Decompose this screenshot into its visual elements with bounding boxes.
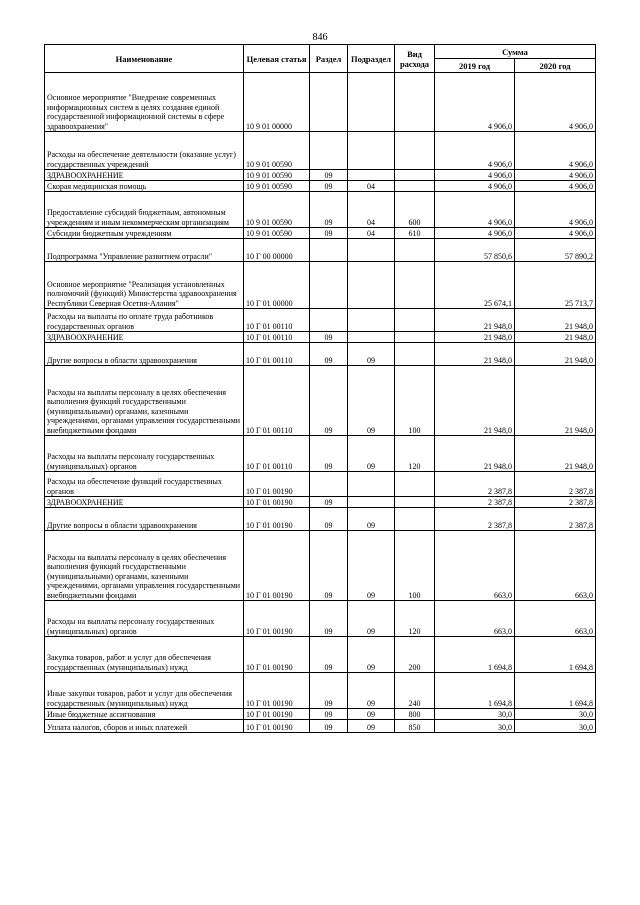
row-name: Расходы на обеспечение деятельности (оказание услуг) государственных учреждений: [45, 132, 244, 170]
row-target-code: 10 9 01 00000: [244, 73, 310, 132]
row-name: Подпрограмма "Управление развитием отрасли": [45, 239, 244, 262]
row-name: Иные бюджетные ассигнования: [45, 709, 244, 720]
table-body: [45, 73, 596, 733]
header-name: Наименование: [45, 45, 244, 73]
row-subsection: 09: [348, 720, 395, 733]
row-expense-type: [395, 497, 435, 508]
row-sum-2020: 4 906,0: [515, 170, 596, 181]
table-row: [45, 332, 596, 343]
row-sum-2020: 1 694,8: [515, 637, 596, 673]
row-sum-2019: 663,0: [435, 531, 515, 601]
row-sum-2020: 1 694,8: [515, 673, 596, 709]
row-subsection: 09: [348, 343, 395, 366]
row-sum-2020: 4 906,0: [515, 73, 596, 132]
row-sum-2020: 4 906,0: [515, 192, 596, 228]
row-target-code: 10 Г 01 00110: [244, 436, 310, 472]
row-expense-type: 240: [395, 673, 435, 709]
row-subsection: 09: [348, 601, 395, 637]
table-row: [45, 73, 596, 132]
row-sum-2019: 2 387,8: [435, 497, 515, 508]
row-target-code: 10 Г 01 00190: [244, 601, 310, 637]
row-expense-type: [395, 170, 435, 181]
header-sum: Сумма: [435, 45, 596, 59]
row-name: Расходы на выплаты персоналу в целях обеспечения выполнения функций государственными (муниципальными) органами, казенными учреждениями, органами управления государственными внебюджетными фондами: [45, 366, 244, 436]
row-section: 09: [310, 673, 348, 709]
row-section: 09: [310, 192, 348, 228]
header-2020: 2020 год: [515, 59, 596, 73]
row-target-code: 10 Г 01 00190: [244, 720, 310, 733]
row-target-code: 10 Г 01 00110: [244, 343, 310, 366]
row-target-code: 10 9 01 00590: [244, 192, 310, 228]
row-target-code: 10 Г 01 00000: [244, 262, 310, 309]
row-expense-type: 120: [395, 601, 435, 637]
row-name: Иные закупки товаров, работ и услуг для обеспечения государственных (муниципальных) нужд: [45, 673, 244, 709]
table-row: [45, 170, 596, 181]
row-name: Расходы на обеспечение функций государственных органов: [45, 472, 244, 497]
table-row: [45, 309, 596, 332]
row-subsection: 09: [348, 673, 395, 709]
row-target-code: 10 Г 01 00190: [244, 497, 310, 508]
row-sum-2020: 2 387,8: [515, 508, 596, 531]
row-sum-2019: 30,0: [435, 709, 515, 720]
header-subsection: Подраздел: [348, 45, 395, 73]
row-name: Расходы на выплаты персоналу в целях обеспечения выполнения функций государственными (муниципальными) органами, казенными учреждениями, органами управления государственными внебюджетными фондами: [45, 531, 244, 601]
row-expense-type: 800: [395, 709, 435, 720]
row-expense-type: [395, 508, 435, 531]
table-row: [45, 366, 596, 436]
row-sum-2019: 21 948,0: [435, 343, 515, 366]
row-expense-type: [395, 181, 435, 192]
row-name: Основное мероприятие "Реализация установленных полномочий (функций) Министерства здравоохранения Республики Северная Осетия-Алания": [45, 262, 244, 309]
row-sum-2020: 21 948,0: [515, 309, 596, 332]
row-name: Расходы на выплаты по оплате труда работников государственных органов: [45, 309, 244, 332]
row-subsection: 09: [348, 709, 395, 720]
row-target-code: 10 9 01 00590: [244, 170, 310, 181]
row-expense-type: 850: [395, 720, 435, 733]
row-sum-2019: 21 948,0: [435, 366, 515, 436]
table-row: [45, 720, 596, 733]
row-subsection: 09: [348, 436, 395, 472]
row-target-code: 10 9 01 00590: [244, 228, 310, 239]
row-name: Другие вопросы в области здравоохранения: [45, 508, 244, 531]
row-expense-type: 200: [395, 637, 435, 673]
row-name: Расходы на выплаты персоналу государственных (муниципальных) органов: [45, 436, 244, 472]
row-sum-2020: 663,0: [515, 601, 596, 637]
row-target-code: 10 Г 01 00190: [244, 508, 310, 531]
row-sum-2020: 30,0: [515, 709, 596, 720]
row-subsection: [348, 497, 395, 508]
row-expense-type: 120: [395, 436, 435, 472]
row-sum-2019: 21 948,0: [435, 436, 515, 472]
row-target-code: 10 Г 01 00110: [244, 309, 310, 332]
row-expense-type: 100: [395, 531, 435, 601]
row-target-code: 10 Г 00 00000: [244, 239, 310, 262]
row-expense-type: [395, 309, 435, 332]
row-sum-2020: 4 906,0: [515, 132, 596, 170]
row-subsection: [348, 239, 395, 262]
row-subsection: 09: [348, 366, 395, 436]
row-target-code: 10 Г 01 00190: [244, 472, 310, 497]
row-sum-2020: 4 906,0: [515, 181, 596, 192]
row-name: Основное мероприятие "Внедрение современных информационных систем в целях создания единой государственной информационной системы в сфере здравоохранения": [45, 73, 244, 132]
table-row: [45, 181, 596, 192]
table-row: [45, 531, 596, 601]
row-section: [310, 309, 348, 332]
table-row: [45, 239, 596, 262]
row-section: [310, 262, 348, 309]
row-section: 09: [310, 508, 348, 531]
row-section: [310, 73, 348, 132]
header-expense-type: Вид расхода: [395, 45, 435, 73]
row-section: 09: [310, 332, 348, 343]
header-section: Раздел: [310, 45, 348, 73]
row-section: 09: [310, 497, 348, 508]
row-name: Закупка товаров, работ и услуг для обеспечения государственных (муниципальных) нужд: [45, 637, 244, 673]
table-row: [45, 637, 596, 673]
row-subsection: [348, 170, 395, 181]
row-name: Субсидии бюджетным учреждениям: [45, 228, 244, 239]
table-row: [45, 228, 596, 239]
row-sum-2019: 21 948,0: [435, 332, 515, 343]
row-expense-type: [395, 73, 435, 132]
row-sum-2020: 2 387,8: [515, 497, 596, 508]
row-sum-2020: 57 890,2: [515, 239, 596, 262]
row-target-code: 10 9 01 00590: [244, 181, 310, 192]
table-row: [45, 192, 596, 228]
row-sum-2019: 4 906,0: [435, 228, 515, 239]
table-row: [45, 262, 596, 309]
row-section: 09: [310, 343, 348, 366]
table-row: [45, 343, 596, 366]
row-section: 09: [310, 228, 348, 239]
row-sum-2019: 2 387,8: [435, 472, 515, 497]
row-sum-2019: 25 674,1: [435, 262, 515, 309]
row-subsection: [348, 262, 395, 309]
table-row: [45, 508, 596, 531]
row-sum-2020: 21 948,0: [515, 366, 596, 436]
row-name: Уплата налогов, сборов и иных платежей: [45, 720, 244, 733]
row-expense-type: [395, 262, 435, 309]
row-sum-2020: 2 387,8: [515, 472, 596, 497]
table-row: [45, 436, 596, 472]
table-row: [45, 472, 596, 497]
row-name: ЗДРАВООХРАНЕНИЕ: [45, 497, 244, 508]
row-subsection: 04: [348, 228, 395, 239]
row-subsection: [348, 132, 395, 170]
row-sum-2019: 4 906,0: [435, 73, 515, 132]
row-target-code: 10 9 01 00590: [244, 132, 310, 170]
row-sum-2019: 2 387,8: [435, 508, 515, 531]
table-row: [45, 601, 596, 637]
row-sum-2019: 4 906,0: [435, 181, 515, 192]
row-sum-2020: 30,0: [515, 720, 596, 733]
budget-table: [44, 44, 596, 733]
row-sum-2019: 1 694,8: [435, 673, 515, 709]
row-subsection: [348, 332, 395, 343]
header-target: Целевая статья: [244, 45, 310, 73]
row-section: 09: [310, 436, 348, 472]
table-row: [45, 497, 596, 508]
row-section: 09: [310, 531, 348, 601]
row-sum-2019: 30,0: [435, 720, 515, 733]
row-target-code: 10 Г 01 00190: [244, 531, 310, 601]
row-expense-type: [395, 343, 435, 366]
row-subsection: 09: [348, 531, 395, 601]
row-sum-2020: 25 713,7: [515, 262, 596, 309]
row-name: ЗДРАВООХРАНЕНИЕ: [45, 170, 244, 181]
row-sum-2019: 4 906,0: [435, 170, 515, 181]
row-name: Предоставление субсидий бюджетным, автономным учреждениям и иным некоммерческим организациям: [45, 192, 244, 228]
row-section: 09: [310, 709, 348, 720]
row-expense-type: 600: [395, 192, 435, 228]
table-row: [45, 709, 596, 720]
row-subsection: [348, 73, 395, 132]
row-sum-2019: 57 850,6: [435, 239, 515, 262]
row-subsection: 09: [348, 508, 395, 531]
row-sum-2020: 21 948,0: [515, 436, 596, 472]
row-target-code: 10 Г 01 00190: [244, 637, 310, 673]
row-sum-2019: 4 906,0: [435, 132, 515, 170]
row-target-code: 10 Г 01 00110: [244, 332, 310, 343]
row-section: 09: [310, 637, 348, 673]
header-2019: 2019 год: [435, 59, 515, 73]
row-subsection: [348, 309, 395, 332]
row-subsection: 04: [348, 181, 395, 192]
row-sum-2020: 663,0: [515, 531, 596, 601]
row-expense-type: 100: [395, 366, 435, 436]
row-subsection: [348, 472, 395, 497]
row-subsection: 04: [348, 192, 395, 228]
row-name: ЗДРАВООХРАНЕНИЕ: [45, 332, 244, 343]
row-expense-type: 610: [395, 228, 435, 239]
row-subsection: 09: [348, 637, 395, 673]
row-section: 09: [310, 170, 348, 181]
row-expense-type: [395, 332, 435, 343]
row-section: [310, 239, 348, 262]
table-row: [45, 673, 596, 709]
row-section: 09: [310, 366, 348, 436]
row-target-code: 10 Г 01 00110: [244, 366, 310, 436]
row-name: Скорая медицинская помощь: [45, 181, 244, 192]
row-sum-2019: 1 694,8: [435, 637, 515, 673]
row-sum-2020: 21 948,0: [515, 343, 596, 366]
row-sum-2019: 663,0: [435, 601, 515, 637]
row-expense-type: [395, 132, 435, 170]
row-section: 09: [310, 720, 348, 733]
row-sum-2019: 4 906,0: [435, 192, 515, 228]
row-sum-2019: 21 948,0: [435, 309, 515, 332]
row-section: 09: [310, 601, 348, 637]
row-sum-2020: 4 906,0: [515, 228, 596, 239]
row-target-code: 10 Г 01 00190: [244, 709, 310, 720]
row-name: Расходы на выплаты персоналу государственных (муниципальных) органов: [45, 601, 244, 637]
row-expense-type: [395, 472, 435, 497]
table-row: [45, 132, 596, 170]
row-target-code: 10 Г 01 00190: [244, 673, 310, 709]
row-name: Другие вопросы в области здравоохранения: [45, 343, 244, 366]
row-section: 09: [310, 181, 348, 192]
page-number: 846: [312, 32, 328, 43]
row-section: [310, 472, 348, 497]
row-expense-type: [395, 239, 435, 262]
row-section: [310, 132, 348, 170]
row-sum-2020: 21 948,0: [515, 332, 596, 343]
